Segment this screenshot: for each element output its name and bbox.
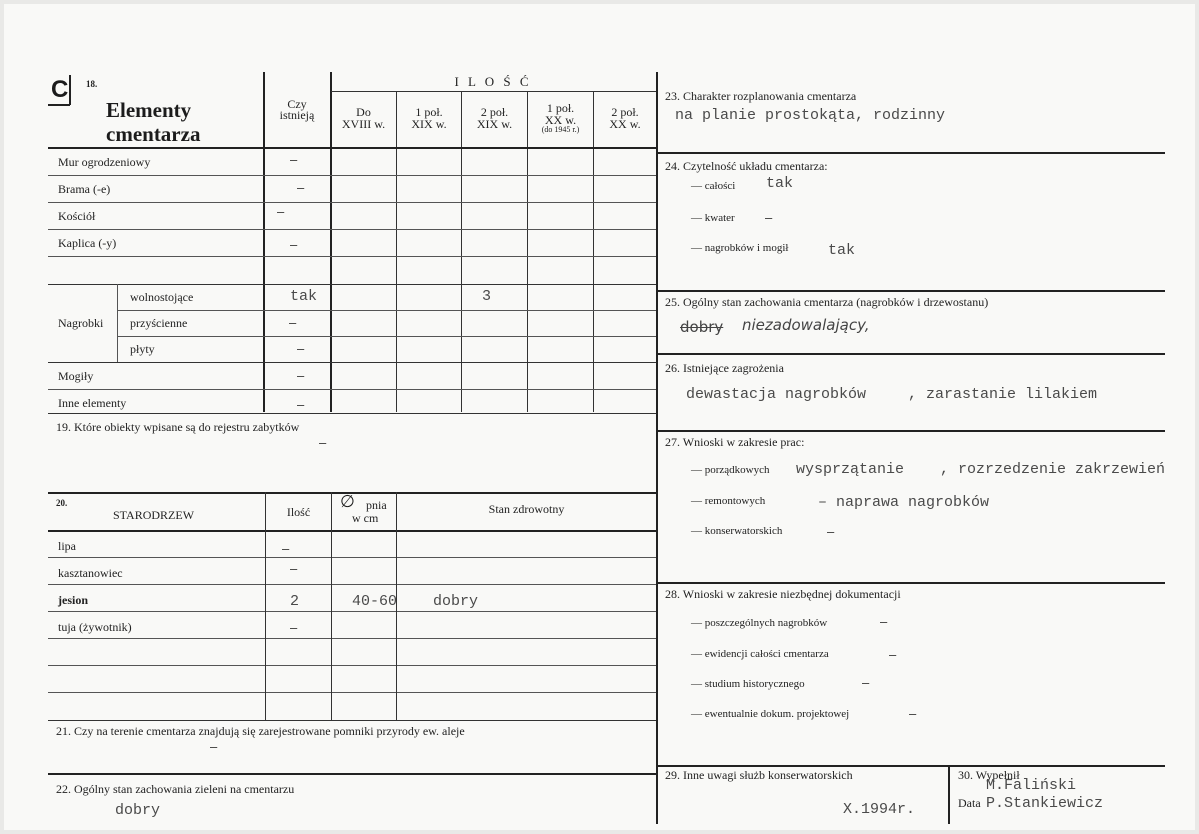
row-plyty-label: płyty (130, 342, 155, 356)
q26-value-1: dewastacja nagrobków (686, 386, 867, 403)
q30-data-value: P.Stankiewicz (986, 795, 1104, 812)
section-title-1: Elementy (106, 98, 192, 122)
grid-line (48, 175, 656, 176)
q22-value: dobry (115, 802, 161, 819)
grid-line (657, 290, 1165, 292)
center-divider (656, 72, 658, 824)
header-col4-a: 1 poł. (546, 101, 575, 115)
header-col5-a: 2 poł. (611, 105, 639, 119)
grid-line (48, 362, 656, 363)
tree-row-name: kasztanowiec (58, 566, 123, 580)
header-col2-b: XIX w. (411, 117, 447, 131)
q26-value-2: , zarastanie lilakiem (908, 386, 1098, 403)
grid-line (48, 530, 656, 532)
grid-line (48, 147, 656, 149)
q24-kwater-value: – (765, 210, 773, 225)
q28-label: 28. Wnioski w zakresie niezbędnej dokumentacji (665, 587, 901, 601)
row-kosciol-label: Kościół (58, 209, 96, 223)
q27-rem-value: – naprawa nagrobków (818, 494, 990, 511)
grid-line (657, 765, 1165, 767)
grid-line (48, 665, 656, 666)
q28-c-label: — studium historycznego (691, 678, 805, 690)
tree-row-diameter: 40-60 (352, 593, 398, 610)
grid-line (265, 492, 266, 720)
q23-label: 23. Charakter rozplanowania cmentarza (665, 89, 857, 103)
q20-col-pnia-2: w cm (352, 511, 379, 525)
grid-line (948, 765, 950, 824)
q19-label: 19. Które obiekty wpisane są do rejestru zabytków (56, 420, 300, 434)
grid-line (118, 310, 656, 311)
q28-a-label: — poszczególnych nagrobków (691, 617, 828, 629)
section-title-2: cmentarza (106, 122, 201, 146)
grid-line (657, 430, 1165, 432)
q29-date: X.1994r. (843, 801, 916, 818)
row-wolno-value: tak (290, 288, 318, 305)
header-czy: Czy (287, 97, 307, 111)
q20-col-stan: Stan zdrowotny (488, 502, 565, 516)
q25-value: niezadowalający, (742, 316, 870, 334)
row-kaplica-value: – (290, 237, 298, 252)
row-nagrobki-label: Nagrobki (58, 316, 104, 330)
q27-label: 27. Wnioski w zakresie prac: (665, 435, 805, 449)
q27-porz-value-2: , rozrzedzenie zakrzewień (940, 461, 1166, 478)
q24-calosci-label: — całości (691, 180, 736, 192)
grid-line (593, 92, 594, 412)
q22-label: 22. Ogólny stan zachowania zieleni na cmentarzu (56, 782, 295, 796)
grid-line (48, 638, 656, 639)
grid-line (48, 692, 656, 693)
grid-line (48, 584, 656, 585)
row-mogily-label: Mogiły (58, 369, 94, 383)
tree-row-qty: – (282, 541, 290, 556)
q21-value: – (210, 739, 218, 754)
q25-label: 25. Ogólny stan zachowania cmentarza (nagrobków i drzewostanu) (665, 295, 989, 309)
q20-number: 20. (56, 498, 68, 508)
q24-nagrobkow-value: tak (828, 242, 856, 259)
header-col1-a: Do (356, 105, 371, 119)
grid-line (263, 72, 265, 412)
header-col4-c: (do 1945 r.) (541, 125, 580, 134)
grid-line (527, 92, 528, 412)
q27-porz-label: — porządkowych (691, 464, 770, 476)
header-col2-a: 1 poł. (415, 105, 443, 119)
tree-row-name: tuja (żywotnik) (58, 620, 132, 634)
grid-line (48, 611, 656, 612)
q25-struck-value: dobry (680, 318, 724, 336)
q26-label: 26. Istniejące zagrożenia (665, 361, 784, 375)
q30-filled-by: M.Faliński (986, 777, 1077, 794)
q28-b-value: – (889, 647, 897, 662)
section-number: 18. (86, 79, 98, 89)
tree-row-name: jesion (58, 593, 88, 607)
grid-line (331, 91, 656, 92)
q28-b-label: — ewidencji całości cmentarza (691, 648, 829, 660)
section-letter-divider (69, 75, 71, 105)
grid-line (117, 284, 118, 362)
q28-d-label: — ewentualnie dokum. projektowej (691, 708, 850, 720)
tree-row-state: dobry (433, 593, 479, 610)
grid-line (48, 773, 656, 775)
header-ilosc: I L O Ś Ć (454, 74, 532, 89)
q27-kons-value: – (827, 524, 835, 539)
grid-line (48, 720, 656, 721)
q27-rem-label: — remontowych (691, 495, 766, 507)
grid-line (461, 92, 462, 412)
grid-line (118, 336, 656, 337)
grid-line (331, 492, 332, 720)
header-col1-b: XVIII w. (341, 117, 386, 131)
grid-line (48, 284, 656, 285)
tree-row-qty: – (290, 561, 298, 576)
header-col4-b: XX w. (544, 113, 577, 127)
row-plyty-value: – (297, 341, 305, 356)
tree-row-name: lipa (58, 539, 76, 553)
tree-row-qty: 2 (290, 593, 300, 610)
grid-line (48, 256, 656, 257)
grid-line (657, 152, 1165, 154)
row-mur-value: – (290, 152, 298, 167)
q19-value: – (319, 435, 327, 450)
grid-line (48, 229, 656, 230)
q20-title: STARODRZEW (113, 508, 195, 522)
row-kosciol-value: – (277, 204, 285, 219)
row-kaplica-label: Kaplica (-y) (58, 236, 117, 250)
row-wolno-qty: 3 (482, 288, 492, 305)
q27-kons-label: — konserwatorskich (691, 525, 783, 537)
row-brama-label: Brama (-e) (58, 182, 111, 196)
q30-label: 30. Wypełnił (958, 768, 1020, 782)
header-col3-a: 2 poł. (480, 105, 509, 119)
row-przysc-label: przyścienne (130, 316, 188, 330)
grid-line (48, 389, 656, 390)
section-letter: C (51, 76, 69, 103)
row-wolno-label: wolnostojące (130, 290, 194, 304)
header-col5-b: XX w. (609, 117, 641, 131)
q24-label: 24. Czytelność układu cmentarza: (665, 159, 828, 173)
q28-a-value: – (880, 614, 888, 629)
q28-c-value: – (862, 675, 870, 690)
header-col3-b: XIX w. (476, 117, 513, 131)
q23-value: na planie prostokąta, rodzinny (675, 107, 946, 124)
q28-d-value: – (909, 706, 917, 721)
q24-kwater-label: — kwater (691, 212, 735, 224)
row-mogily-value: – (297, 368, 305, 383)
row-inne-label: Inne elementy (58, 396, 127, 410)
grid-line (657, 582, 1165, 584)
grid-line (396, 92, 397, 412)
row-mur-label: Mur ogrodzeniowy (58, 155, 151, 169)
grid-line (48, 202, 656, 203)
tree-row-qty: – (290, 620, 298, 635)
q24-nagrobkow-label: — nagrobków i mogił (691, 242, 789, 254)
q20-col-pnia-1: pnia (366, 498, 387, 512)
grid-line (48, 557, 656, 558)
q27-porz-value-1: wysprzątanie (796, 461, 905, 478)
row-przysc-value: – (289, 315, 297, 330)
row-brama-value: – (297, 180, 305, 195)
q20-col-ilosc: Ilość (286, 505, 311, 519)
q24-calosci-value: tak (766, 175, 794, 192)
grid-line (657, 353, 1165, 355)
q21-label: 21. Czy na terenie cmentarza znajdują się zarejestrowane pomniki przyrody ew. aleje (56, 724, 465, 738)
q20-diameter-symbol: ∅ (340, 492, 355, 512)
row-inne-value: – (297, 397, 305, 412)
header-istnieja: istnieją (279, 108, 315, 122)
q29-label: 29. Inne uwagi służb konserwatorskich (665, 768, 853, 782)
q30-data-label: Data (958, 796, 981, 810)
grid-line (48, 413, 656, 414)
